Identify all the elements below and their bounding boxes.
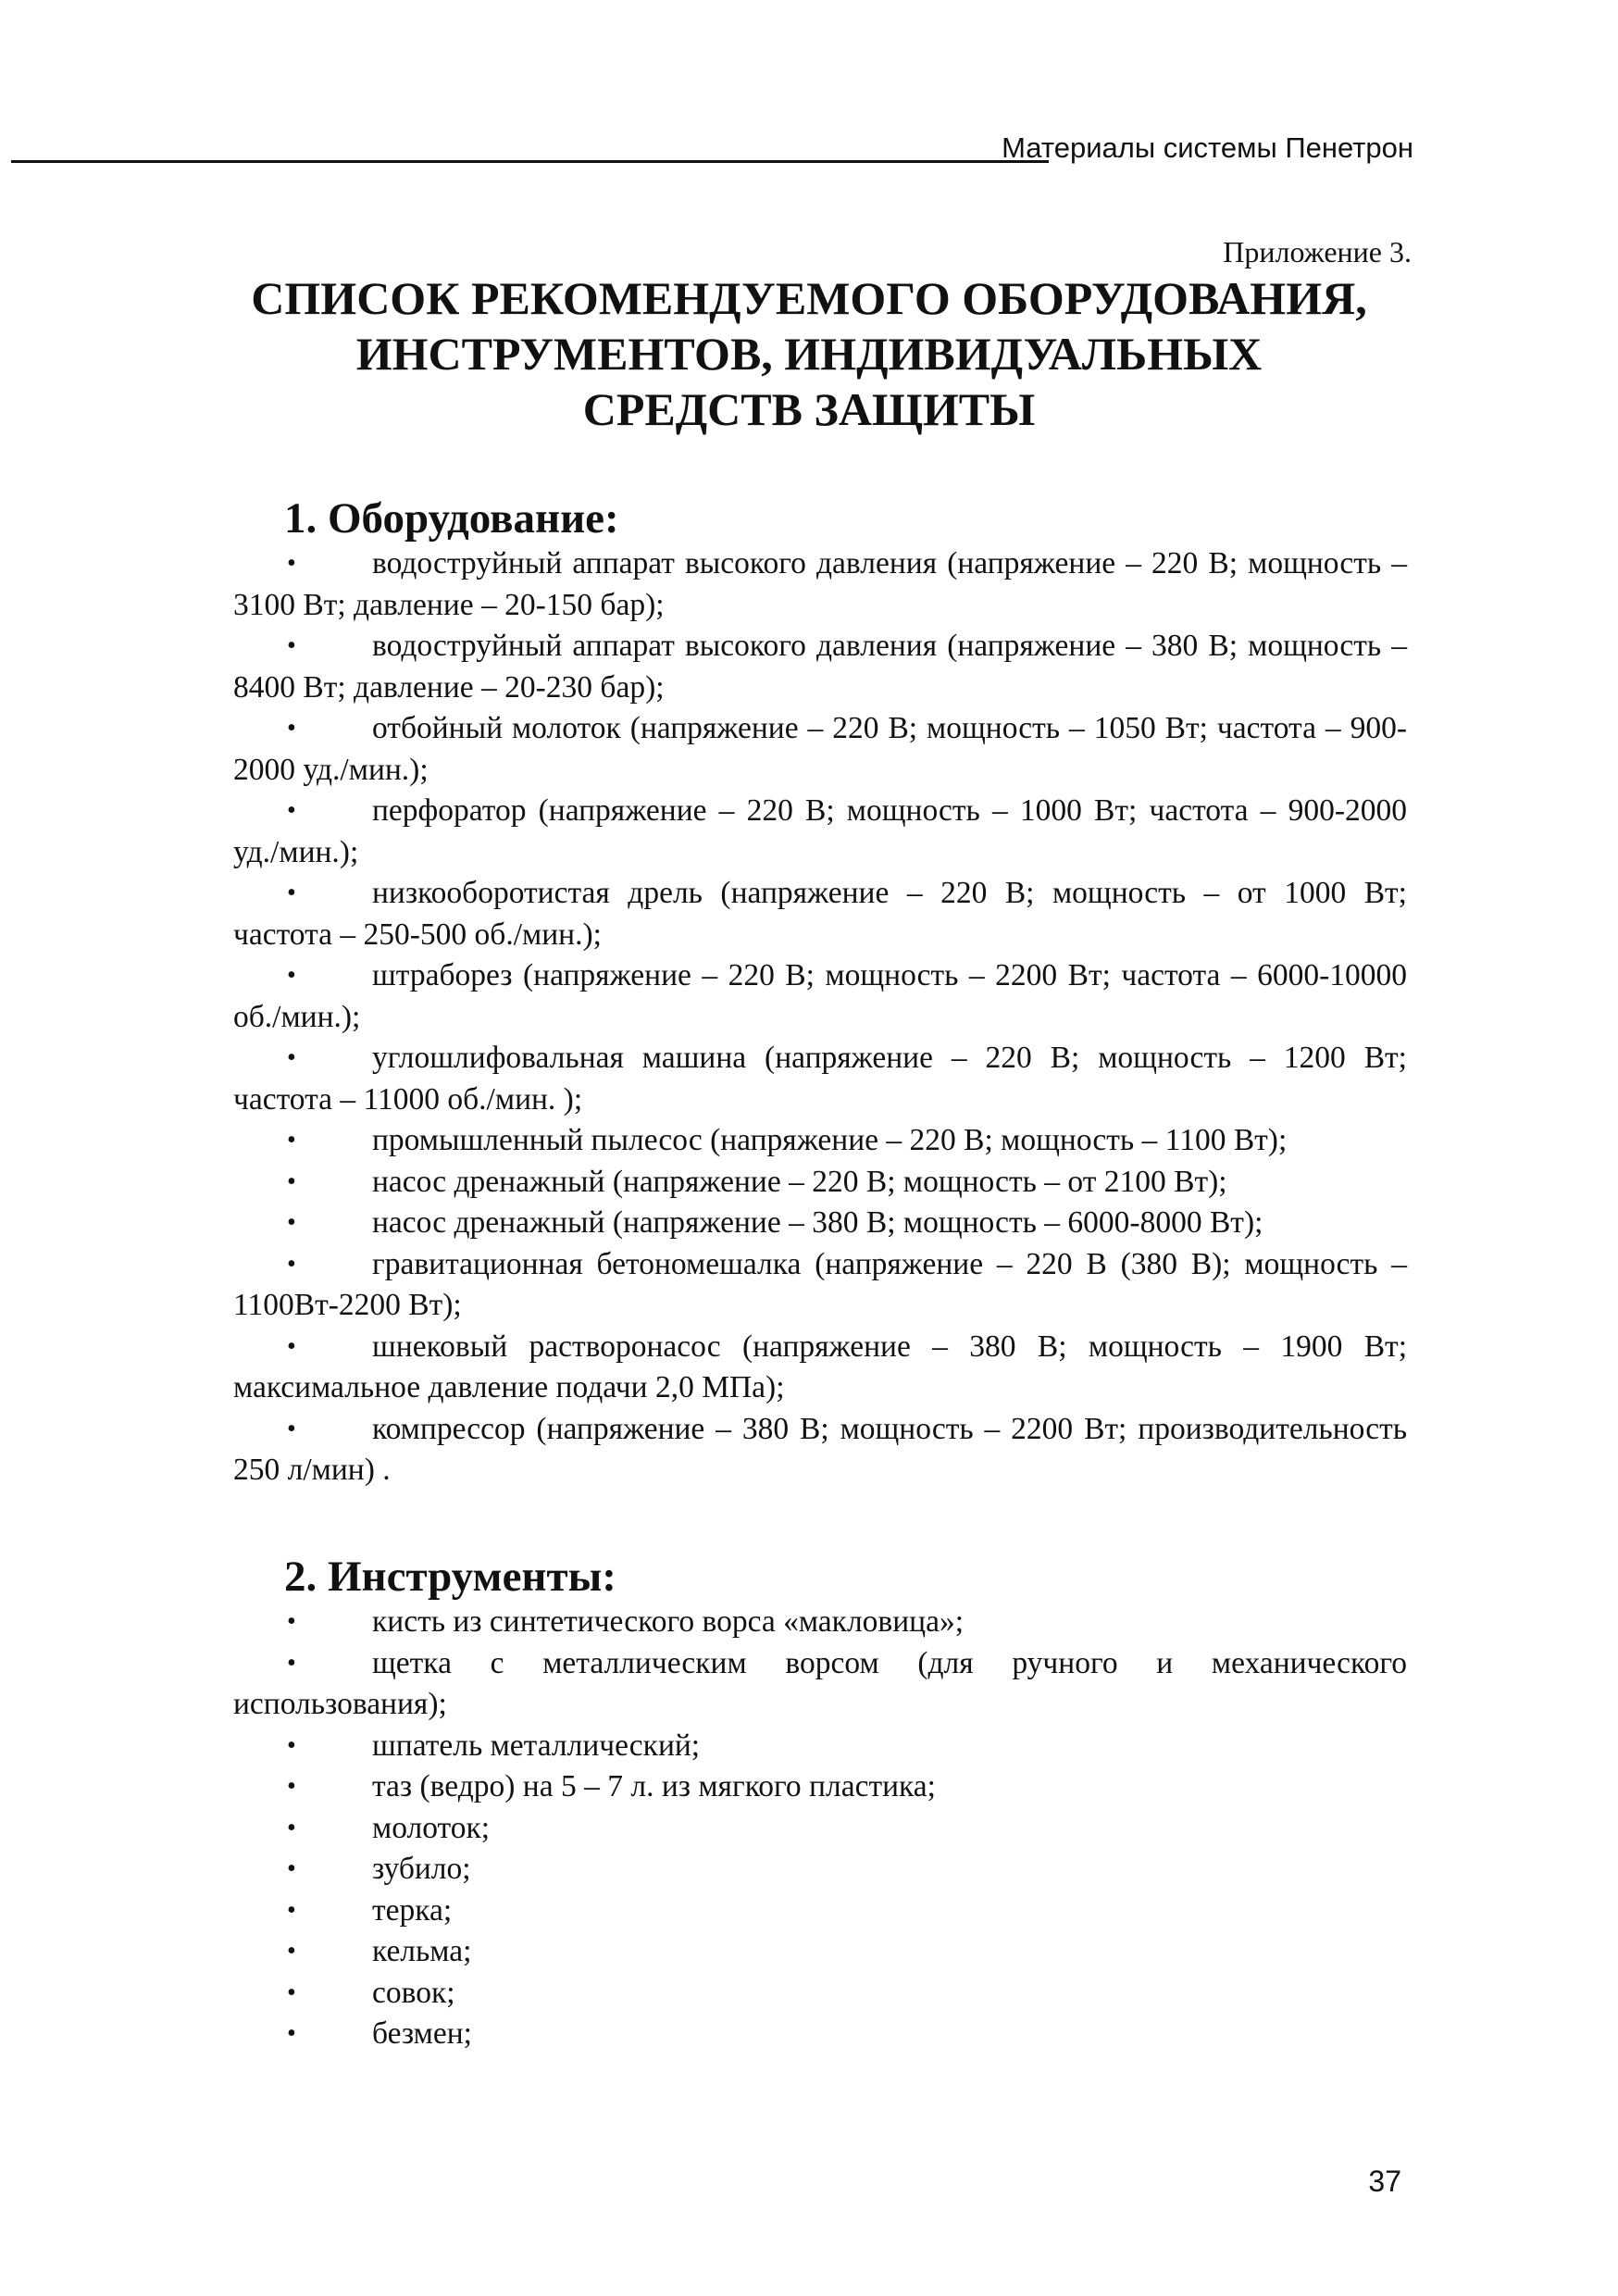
list-item — [233, 1973, 1407, 2015]
list-item — [233, 1808, 1407, 1850]
header-rule — [11, 160, 1049, 163]
document-title — [222, 270, 1396, 437]
bullet-icon: • — [287, 1607, 296, 1636]
list-item — [233, 2014, 1407, 2055]
list-item — [233, 955, 1407, 1038]
appendix-label: Приложение 3. — [1223, 235, 1412, 268]
bullet-icon: • — [287, 1249, 296, 1279]
section-heading-tools: 2. Инструменты: — [284, 1553, 616, 1601]
list-item — [233, 1849, 1407, 1890]
bullet-icon: • — [287, 796, 296, 825]
list-item — [233, 1244, 1407, 1327]
bullet-icon: • — [287, 1978, 296, 2007]
list-item-text: отбойный молоток (напряжение – 220 В; мощность – 1050 Вт; частота – 900-2000 уд./мин.); — [233, 711, 1407, 787]
list-item — [233, 1203, 1407, 1244]
section-heading-equipment: 1. Оборудование: — [284, 494, 619, 543]
list-item — [233, 1162, 1407, 1204]
list-item — [233, 1409, 1407, 1491]
bullet-icon: • — [287, 1648, 296, 1678]
list-item — [233, 1327, 1407, 1409]
list-item — [233, 791, 1407, 873]
bullet-icon: • — [287, 1331, 296, 1361]
bullet-icon: • — [287, 879, 296, 907]
bullet-icon: • — [287, 1414, 296, 1443]
list-item — [233, 1643, 1407, 1726]
list-item — [233, 1931, 1407, 1973]
list-item — [233, 1602, 1407, 1643]
tools-list — [233, 1602, 1407, 2055]
bullet-icon: • — [287, 1730, 296, 1760]
header-title: Материалы системы Пенетрон — [1002, 131, 1413, 164]
list-item — [233, 626, 1407, 708]
list-item — [233, 543, 1407, 626]
bullet-icon: • — [287, 549, 296, 578]
bullet-icon: • — [287, 2019, 296, 2048]
list-item-text: молоток; — [372, 1810, 491, 1845]
list-item — [233, 1766, 1407, 1808]
list-item-text: терка; — [372, 1892, 453, 1928]
title-line-3: СРЕДСТВ ЗАЩИТЫ — [582, 383, 1036, 435]
bullet-icon: • — [287, 1772, 296, 1801]
bullet-icon: • — [287, 961, 296, 990]
list-item-text: низкооборотистая дрель (напряжение – 220 В; мощность – от 1000 Вт; частота – 250-500 об./мин.); — [233, 876, 1407, 952]
equipment-list — [233, 543, 1407, 1491]
list-item-text: гравитационная бетономешалка (напряжение – 220 В (380 В); мощность – 1100Вт-2200 Вт); — [233, 1246, 1407, 1322]
list-item-text: щетка с металлическим ворсом (для ручного и механического использования); — [233, 1645, 1407, 1721]
bullet-icon: • — [287, 1813, 296, 1842]
list-item-text: шпатель металлический; — [372, 1728, 701, 1763]
list-item-text: штраборез (напряжение – 220 В; мощность – 2200 Вт; частота – 6000-10000 об./мин.); — [233, 958, 1407, 1034]
bullet-icon: • — [287, 1126, 296, 1154]
bullet-icon: • — [287, 1043, 296, 1072]
title-line-1: СПИСОК РЕКОМЕНДУЕМОГО ОБОРУДОВАНИЯ, — [251, 272, 1367, 324]
list-item-text: насос дренажный (напряжение – 220 В; мощность – от 2100 Вт); — [372, 1164, 1227, 1199]
list-item-text: безмен; — [372, 2016, 472, 2051]
list-item-text: углошлифовальная машина (напряжение – 220 В; мощность – 1200 Вт; частота – 11000 об./мин. ); — [233, 1041, 1407, 1117]
list-item-text: водоструйный аппарат высокого давления (напряжение – 380 В; мощность – 8400 Вт; давление – 20-230 бар); — [233, 629, 1407, 705]
list-item-text: перфоратор (напряжение – 220 В; мощность – 1000 Вт; частота – 900-2000 уд./мин.); — [233, 793, 1407, 869]
list-item-text: кельма; — [372, 1934, 472, 1968]
list-item — [233, 708, 1407, 791]
bullet-icon: • — [287, 714, 296, 742]
bullet-icon: • — [287, 1208, 296, 1237]
list-item-text: таз (ведро) на 5 – 7 л. из мягкого пластика; — [372, 1769, 936, 1803]
list-item — [233, 873, 1407, 955]
bullet-icon: • — [287, 1895, 296, 1925]
bullet-icon: • — [287, 1854, 296, 1883]
page-number: 37 — [1368, 2165, 1401, 2198]
page-header — [11, 130, 1413, 167]
list-item-text: кисть из синтетического ворса «макловица»; — [372, 1604, 965, 1639]
bullet-icon: • — [287, 1167, 296, 1196]
list-item-text: водоструйный аппарат высокого давления (напряжение – 220 В; мощность – 3100 Вт; давление – 20-150 бар); — [233, 546, 1407, 622]
list-item-text: компрессор (напряжение – 380 В; мощность – 2200 Вт; производительность 250 л/мин) . — [233, 1411, 1407, 1487]
list-item-text: насос дренажный (напряжение – 380 В; мощность – 6000-8000 Вт); — [372, 1205, 1263, 1240]
list-item — [233, 1726, 1407, 1767]
bullet-icon: • — [287, 631, 296, 660]
title-line-2: ИНСТРУМЕНТОВ, ИНДИВИДУАЛЬНЫХ — [355, 328, 1263, 380]
list-item — [233, 1038, 1407, 1120]
list-item — [233, 1120, 1407, 1162]
list-item-text: промышленный пылесос (напряжение – 220 В; мощность – 1100 Вт); — [372, 1123, 1288, 1157]
bullet-icon: • — [287, 1937, 296, 1965]
list-item-text: зубило; — [372, 1852, 471, 1886]
list-item-text: совок; — [372, 1975, 455, 2010]
list-item — [233, 1890, 1407, 1932]
list-item-text: шнековый растворонасос (напряжение – 380 В; мощность – 1900 Вт; максимальное давление подачи 2,0 МПа); — [233, 1329, 1407, 1404]
